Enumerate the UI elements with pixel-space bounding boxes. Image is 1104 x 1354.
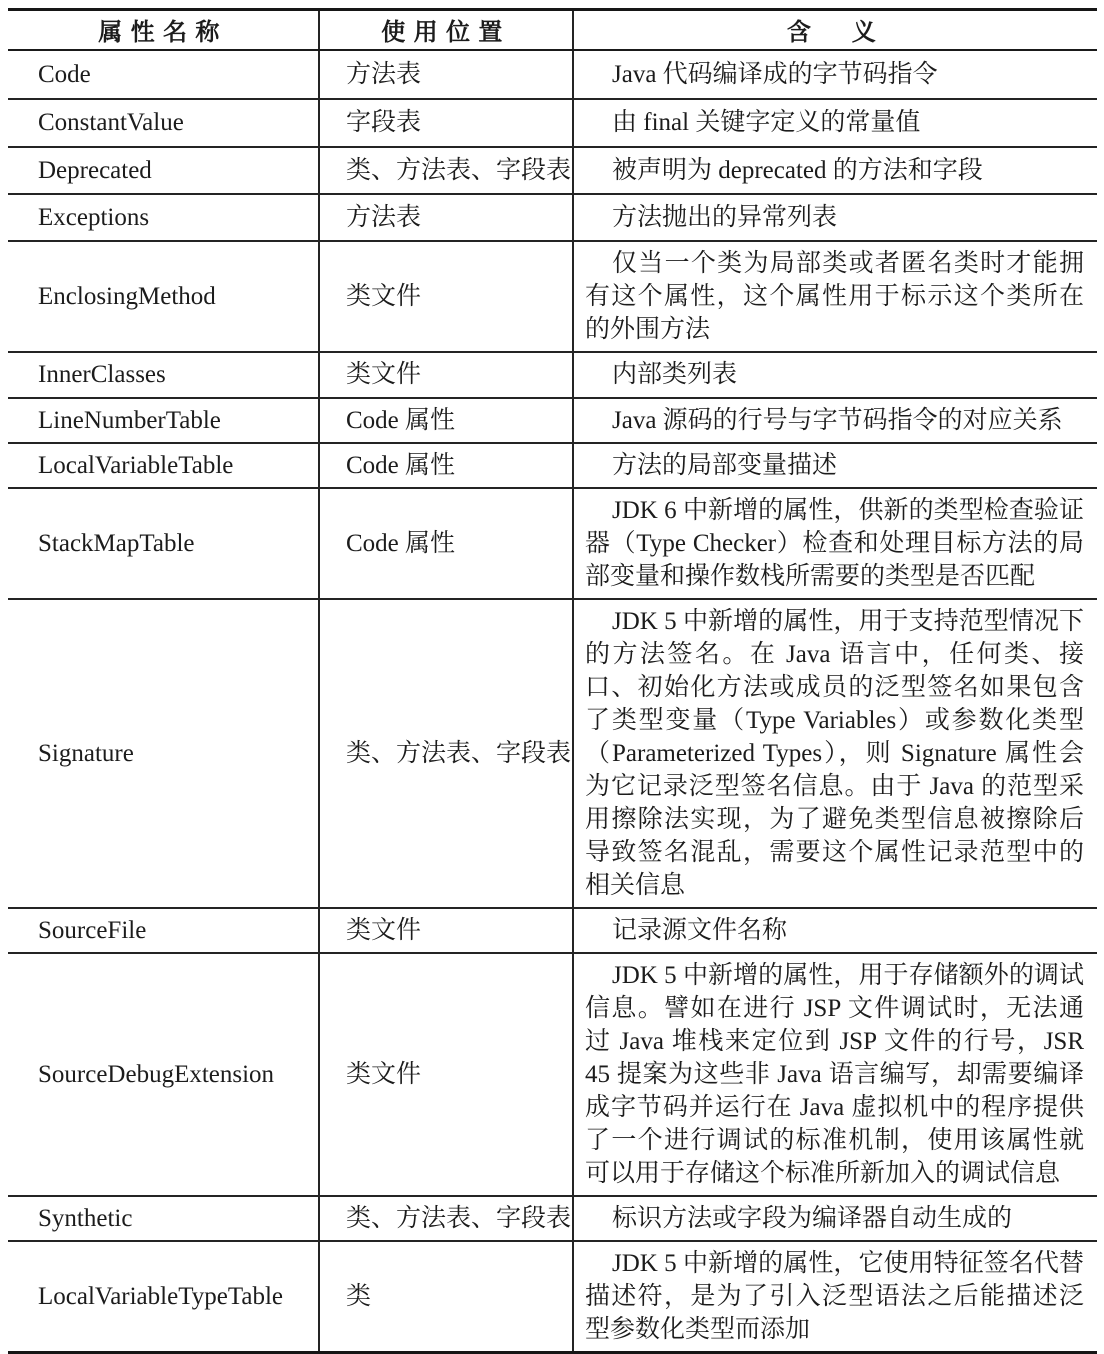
table-row-sourcedebugextension: [8, 953, 1097, 1196]
usage-location: Code 属性: [319, 398, 573, 443]
meaning-cell: [573, 50, 1097, 99]
meaning-cell: [573, 443, 1097, 488]
meaning-cell: [573, 1241, 1097, 1353]
header-attribute-name: 属性名称: [8, 10, 319, 50]
meaning-text: JDK 5 中新增的属性，用于支持范型情况下的方法签名。在 Java 语言中，任何类、接口、初始化方法或成员的泛型签名如果包含了类型变量（Type Variables）或参数化类型（Parameterized Types），则 Signature 属性会为它记录泛型签名信息。由于 Java 的范型采用擦除法实现，为了避免类型信息被擦除后导致签名混乱，需要这个属性记录范型中的相关信息: [585, 607, 1084, 899]
table-row-synthetic: [8, 1196, 1097, 1241]
table-row-exceptions: [8, 194, 1097, 241]
attribute-name: LocalVariableTypeTable: [8, 1241, 319, 1353]
attribute-name: ConstantValue: [8, 99, 319, 147]
meaning-cell: [573, 1196, 1097, 1241]
table-row-localvariabletypetable: [8, 1241, 1097, 1353]
meaning-cell: [573, 398, 1097, 443]
usage-location: 类文件: [319, 953, 573, 1196]
usage-location: 字段表: [319, 99, 573, 147]
meaning-text: 记录源文件名称: [612, 916, 788, 944]
meaning-text: 仅当一个类为局部类或者匿名类时才能拥有这个属性，这个属性用于标示这个类所在的外围方法: [585, 249, 1084, 343]
attribute-name: LocalVariableTable: [8, 443, 319, 488]
meaning-text: 内部类列表: [612, 361, 738, 388]
attribute-name: Exceptions: [8, 194, 319, 241]
attribute-name: LineNumberTable: [8, 398, 319, 443]
table-row-code: [8, 50, 1097, 99]
table-row-localvariabletable: [8, 443, 1097, 488]
meaning-text: Java 源码的行号与字节码指令的对应关系: [612, 406, 1063, 434]
usage-location: 方法表: [319, 50, 573, 99]
meaning-text: JDK 5 中新增的属性，它使用特征签名代替描述符，是为了引入泛型语法之后能描述泛型参数化类型而添加: [585, 1249, 1084, 1343]
table-row-signature: [8, 599, 1097, 908]
meaning-text: 标识方法或字段为编译器自动生成的: [612, 1204, 1013, 1232]
attribute-name: InnerClasses: [8, 352, 319, 398]
table-row-innerclasses: [8, 352, 1097, 398]
attribute-name: SourceFile: [8, 908, 319, 953]
usage-location: 类: [319, 1241, 573, 1353]
attribute-name: Signature: [8, 599, 319, 908]
meaning-text: 由 final 关键字定义的常量值: [612, 109, 921, 136]
usage-location: 类文件: [319, 352, 573, 398]
usage-location: 类文件: [319, 241, 573, 352]
usage-location: 类、方法表、字段表: [319, 1196, 573, 1241]
attribute-name: Synthetic: [8, 1196, 319, 1241]
table-row-stackmaptable: [8, 488, 1097, 599]
meaning-cell: [573, 488, 1097, 599]
meaning-cell: [573, 194, 1097, 241]
attribute-table: [8, 8, 1097, 1354]
usage-location: Code 属性: [319, 488, 573, 599]
meaning-text: Java 代码编译成的字节码指令: [612, 60, 938, 88]
header-usage-location: 使用位置: [319, 10, 573, 50]
meaning-cell: [573, 352, 1097, 398]
table-row-sourcefile: [8, 908, 1097, 953]
attribute-name: Deprecated: [8, 147, 319, 194]
meaning-text: 被声明为 deprecated 的方法和字段: [612, 156, 983, 184]
table-row-constantvalue: [8, 99, 1097, 147]
usage-location: 类、方法表、字段表: [319, 147, 573, 194]
header-row: [8, 10, 1097, 50]
table-row-enclosingmethod: [8, 241, 1097, 352]
attribute-name: EnclosingMethod: [8, 241, 319, 352]
attribute-name: SourceDebugExtension: [8, 953, 319, 1196]
meaning-cell: [573, 99, 1097, 147]
attribute-name: StackMapTable: [8, 488, 319, 599]
usage-location: 方法表: [319, 194, 573, 241]
usage-location: 类、方法表、字段表: [319, 599, 573, 908]
meaning-cell: [573, 599, 1097, 908]
meaning-text: 方法的局部变量描述: [612, 451, 838, 479]
header-meaning: 含 义: [573, 10, 1097, 50]
meaning-cell: [573, 953, 1097, 1196]
meaning-cell: [573, 147, 1097, 194]
meaning-text: JDK 6 中新增的属性，供新的类型检查验证器（Type Checker）检查和处理目标方法的局部变量和操作数栈所需要的类型是否匹配: [585, 496, 1084, 590]
attribute-name: Code: [8, 50, 319, 99]
meaning-cell: [573, 908, 1097, 953]
usage-location: Code 属性: [319, 443, 573, 488]
table-row-deprecated: [8, 147, 1097, 194]
usage-location: 类文件: [319, 908, 573, 953]
meaning-text: JDK 5 中新增的属性，用于存储额外的调试信息。譬如在进行 JSP 文件调试时，无法通过 Java 堆栈来定位到 JSP 文件的行号，JSR 45 提案为这些非 Java 语言编写，却需要编译成字节码并运行在 Java 虚拟机中的程序提供了一个进行调试的标准机制，使用该属性就可以用于存储这个标准所新加入的调试信息: [585, 961, 1084, 1187]
table-row-linenumbertable: [8, 398, 1097, 443]
meaning-cell: [573, 241, 1097, 352]
meaning-text: 方法抛出的异常列表: [612, 203, 838, 231]
